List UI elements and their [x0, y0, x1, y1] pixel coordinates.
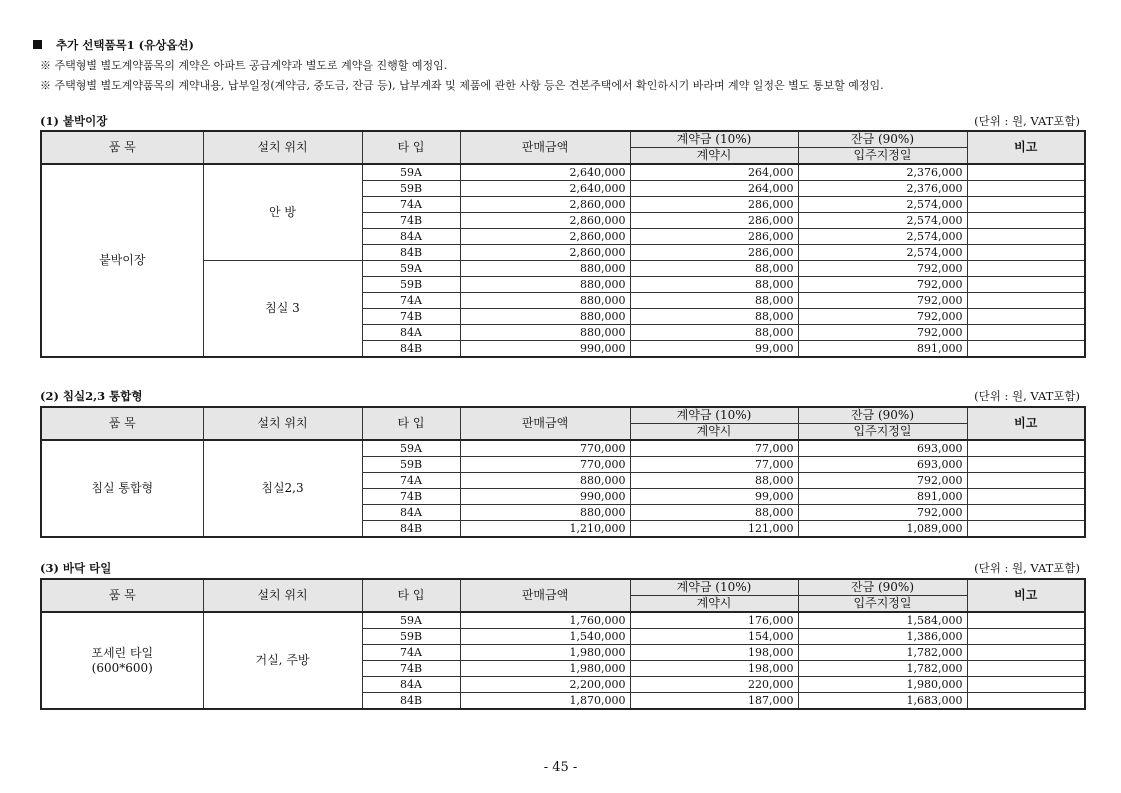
remark-cell	[967, 677, 1085, 693]
deposit-cell: 286,000	[630, 213, 798, 229]
item-name: 붙박이장	[99, 253, 146, 267]
deposit-cell: 88,000	[630, 261, 798, 277]
table-row	[41, 440, 1085, 457]
deposit-cell: 88,000	[630, 309, 798, 325]
note-2: ※ 주택형별 별도계약품목의 계약내용, 납부일정(계약금, 중도금, 잔금 등), 납부계좌 및 제품에 관한 사항 등은 견본주택에서 확인하시기 바라며 계약 일정은 별도 통보할 예정임.	[40, 79, 884, 92]
price-cell: 990,000	[460, 489, 630, 505]
header-remark: 비고	[967, 579, 1085, 612]
price-cell: 1,980,000	[460, 645, 630, 661]
price-cell: 880,000	[460, 293, 630, 309]
header-type: 타 입	[362, 131, 460, 164]
item-name: 침실 통합형	[91, 481, 154, 495]
remark-cell	[967, 440, 1085, 457]
balance-cell: 1,584,000	[798, 612, 967, 629]
header-deposit-sub: 계약시	[630, 148, 798, 165]
type-cell: 74B	[362, 213, 460, 229]
header-deposit: 계약금 (10%)	[630, 407, 798, 424]
balance-cell: 2,574,000	[798, 229, 967, 245]
header-item: 품 목	[41, 407, 203, 440]
remark-cell	[967, 629, 1085, 645]
deposit-cell: 176,000	[630, 612, 798, 629]
header-item: 품 목	[41, 131, 203, 164]
remark-cell	[967, 245, 1085, 261]
header-price: 판매금액	[460, 131, 630, 164]
deposit-cell: 154,000	[630, 629, 798, 645]
remark-cell	[967, 661, 1085, 677]
balance-cell: 792,000	[798, 277, 967, 293]
balance-cell: 891,000	[798, 341, 967, 358]
type-cell: 59A	[362, 261, 460, 277]
type-cell: 84A	[362, 229, 460, 245]
deposit-cell: 220,000	[630, 677, 798, 693]
deposit-cell: 88,000	[630, 325, 798, 341]
balance-cell: 2,376,000	[798, 181, 967, 197]
item-name: 포세린 타일	[91, 645, 154, 660]
header-deposit-sub: 계약시	[630, 424, 798, 441]
header-location: 설치 위치	[203, 579, 362, 612]
type-cell: 84B	[362, 693, 460, 710]
type-cell: 74B	[362, 661, 460, 677]
price-cell: 880,000	[460, 277, 630, 293]
header-balance: 잔금 (90%)	[798, 407, 967, 424]
price-cell: 1,870,000	[460, 693, 630, 710]
price-cell: 2,640,000	[460, 164, 630, 181]
balance-cell: 792,000	[798, 261, 967, 277]
balance-cell: 792,000	[798, 309, 967, 325]
price-cell: 1,980,000	[460, 661, 630, 677]
price-cell: 990,000	[460, 341, 630, 358]
remark-cell	[967, 341, 1085, 358]
page-heading	[33, 37, 194, 53]
price-cell: 1,540,000	[460, 629, 630, 645]
remark-cell	[967, 521, 1085, 538]
remark-cell	[967, 213, 1085, 229]
type-cell: 59B	[362, 629, 460, 645]
section-title: (3) 바닥 타일	[40, 561, 112, 575]
price-cell: 880,000	[460, 473, 630, 489]
remark-cell	[967, 261, 1085, 277]
table-row	[41, 612, 1085, 629]
balance-cell: 792,000	[798, 505, 967, 521]
type-cell: 74B	[362, 309, 460, 325]
balance-cell: 891,000	[798, 489, 967, 505]
install-location: 안 방	[203, 164, 362, 261]
square-bullet-icon	[33, 40, 42, 49]
header-remark: 비고	[967, 407, 1085, 440]
deposit-cell: 286,000	[630, 229, 798, 245]
remark-cell	[967, 693, 1085, 710]
deposit-cell: 88,000	[630, 473, 798, 489]
balance-cell: 1,782,000	[798, 661, 967, 677]
type-cell: 59A	[362, 440, 460, 457]
deposit-cell: 88,000	[630, 293, 798, 309]
type-cell: 84B	[362, 521, 460, 538]
remark-cell	[967, 164, 1085, 181]
price-cell: 1,760,000	[460, 612, 630, 629]
page-number: - 45 -	[543, 760, 578, 775]
item-name-cell	[41, 612, 203, 709]
balance-cell: 1,782,000	[798, 645, 967, 661]
balance-cell: 792,000	[798, 293, 967, 309]
price-cell: 2,200,000	[460, 677, 630, 693]
table-row	[41, 164, 1085, 181]
remark-cell	[967, 645, 1085, 661]
deposit-cell: 99,000	[630, 489, 798, 505]
deposit-cell: 286,000	[630, 245, 798, 261]
type-cell: 84A	[362, 677, 460, 693]
option-table	[40, 130, 1086, 358]
unit-label: (단위 : 원, VAT포함)	[974, 114, 1080, 128]
type-cell: 74B	[362, 489, 460, 505]
price-cell: 2,860,000	[460, 213, 630, 229]
type-cell: 59B	[362, 277, 460, 293]
section-title: (1) 붙박이장	[40, 114, 108, 128]
deposit-cell: 77,000	[630, 440, 798, 457]
deposit-cell: 88,000	[630, 505, 798, 521]
header-deposit-sub: 계약시	[630, 596, 798, 613]
header-deposit: 계약금 (10%)	[630, 131, 798, 148]
balance-cell: 693,000	[798, 457, 967, 473]
type-cell: 59B	[362, 457, 460, 473]
deposit-cell: 198,000	[630, 661, 798, 677]
type-cell: 74A	[362, 293, 460, 309]
remark-cell	[967, 325, 1085, 341]
remark-cell	[967, 181, 1085, 197]
header-balance: 잔금 (90%)	[798, 579, 967, 596]
deposit-cell: 286,000	[630, 197, 798, 213]
price-cell: 2,860,000	[460, 229, 630, 245]
install-location: 거실, 주방	[203, 612, 362, 709]
price-cell: 880,000	[460, 325, 630, 341]
unit-label: (단위 : 원, VAT포함)	[974, 561, 1080, 575]
item-name-cell	[41, 164, 203, 357]
install-location: 침실2,3	[203, 440, 362, 537]
option-table	[40, 578, 1086, 710]
option-table	[40, 406, 1086, 538]
deposit-cell: 187,000	[630, 693, 798, 710]
balance-cell: 1,089,000	[798, 521, 967, 538]
deposit-cell: 77,000	[630, 457, 798, 473]
header-balance-sub: 입주지정일	[798, 424, 967, 441]
remark-cell	[967, 489, 1085, 505]
deposit-cell: 88,000	[630, 277, 798, 293]
item-name-cell	[41, 440, 203, 537]
price-cell: 2,860,000	[460, 197, 630, 213]
remark-cell	[967, 309, 1085, 325]
remark-cell	[967, 612, 1085, 629]
balance-cell: 693,000	[798, 440, 967, 457]
balance-cell: 2,376,000	[798, 164, 967, 181]
remark-cell	[967, 457, 1085, 473]
item-spec: (600*600)	[91, 660, 153, 675]
remark-cell	[967, 473, 1085, 489]
remark-cell	[967, 229, 1085, 245]
deposit-cell: 121,000	[630, 521, 798, 538]
type-cell: 74A	[362, 645, 460, 661]
balance-cell: 792,000	[798, 325, 967, 341]
type-cell: 59A	[362, 612, 460, 629]
price-cell: 770,000	[460, 457, 630, 473]
unit-label: (단위 : 원, VAT포함)	[974, 389, 1080, 403]
type-cell: 74A	[362, 197, 460, 213]
header-balance-sub: 입주지정일	[798, 148, 967, 165]
price-cell: 880,000	[460, 261, 630, 277]
type-cell: 74A	[362, 473, 460, 489]
price-cell: 880,000	[460, 505, 630, 521]
balance-cell: 792,000	[798, 473, 967, 489]
header-balance-sub: 입주지정일	[798, 596, 967, 613]
balance-cell: 2,574,000	[798, 213, 967, 229]
price-cell: 770,000	[460, 440, 630, 457]
header-location: 설치 위치	[203, 131, 362, 164]
header-type: 타 입	[362, 407, 460, 440]
type-cell: 84B	[362, 245, 460, 261]
type-cell: 84B	[362, 341, 460, 358]
price-cell: 2,640,000	[460, 181, 630, 197]
remark-cell	[967, 277, 1085, 293]
note-1: ※ 주택형별 별도계약품목의 계약은 아파트 공급계약과 별도로 계약을 진행할 예정임.	[40, 59, 448, 72]
balance-cell: 1,980,000	[798, 677, 967, 693]
header-remark: 비고	[967, 131, 1085, 164]
price-cell: 2,860,000	[460, 245, 630, 261]
header-balance: 잔금 (90%)	[798, 131, 967, 148]
price-cell: 1,210,000	[460, 521, 630, 538]
header-type: 타 입	[362, 579, 460, 612]
balance-cell: 2,574,000	[798, 245, 967, 261]
type-cell: 59A	[362, 164, 460, 181]
type-cell: 84A	[362, 505, 460, 521]
remark-cell	[967, 197, 1085, 213]
deposit-cell: 198,000	[630, 645, 798, 661]
price-cell: 880,000	[460, 309, 630, 325]
header-price: 판매금액	[460, 407, 630, 440]
balance-cell: 1,386,000	[798, 629, 967, 645]
type-cell: 59B	[362, 181, 460, 197]
install-location: 침실 3	[203, 261, 362, 358]
balance-cell: 1,683,000	[798, 693, 967, 710]
remark-cell	[967, 505, 1085, 521]
header-deposit: 계약금 (10%)	[630, 579, 798, 596]
remark-cell	[967, 293, 1085, 309]
balance-cell: 2,574,000	[798, 197, 967, 213]
header-price: 판매금액	[460, 579, 630, 612]
deposit-cell: 264,000	[630, 164, 798, 181]
header-item: 품 목	[41, 579, 203, 612]
type-cell: 84A	[362, 325, 460, 341]
header-location: 설치 위치	[203, 407, 362, 440]
deposit-cell: 99,000	[630, 341, 798, 358]
heading-text: 추가 선택품목1 (유상옵션)	[56, 38, 194, 52]
deposit-cell: 264,000	[630, 181, 798, 197]
section-title: (2) 침실2,3 통합형	[40, 389, 143, 403]
